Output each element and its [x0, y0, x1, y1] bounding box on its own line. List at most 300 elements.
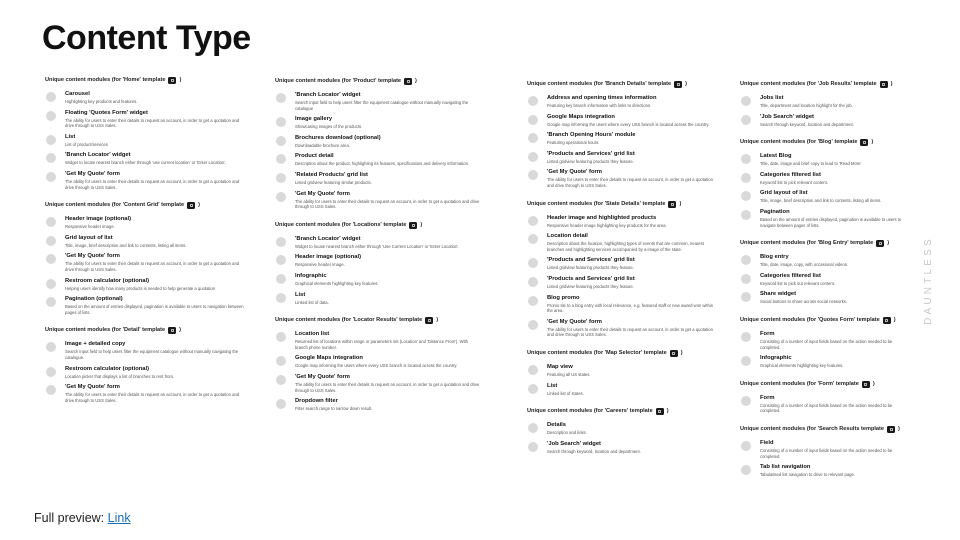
module-text	[547, 215, 717, 229]
module-name: 'Get My Quote' form	[295, 373, 350, 380]
module-item	[275, 292, 480, 306]
module-description: Search through keyword, location and department.	[547, 448, 641, 454]
template-badge-icon	[674, 81, 682, 88]
module-text	[547, 383, 717, 397]
heading-paren: )	[871, 139, 874, 146]
module-description: Description about the product, highlighting its features, specifications and delivery information.	[295, 161, 470, 167]
module-description: Consisting of a number of input fields based on the action needed to be completed.	[760, 338, 893, 350]
group-heading	[45, 326, 245, 335]
module-description: The ability for users to enter their details to request an account, in order to get a quotation and drive through to USS Sales.	[295, 198, 480, 210]
heading-paren: )	[679, 200, 682, 207]
bullet-circle-icon	[741, 274, 751, 284]
template-badge-icon	[656, 408, 664, 415]
group-heading-text: Unique content modules (for 'Locator Results' template	[275, 317, 423, 324]
module-text	[295, 153, 480, 167]
module-item	[527, 95, 717, 109]
heading-paren: )	[179, 327, 182, 334]
module-description: Search through keyword, location and department.	[760, 121, 854, 127]
bullet-circle-icon	[528, 442, 538, 452]
module-text	[547, 114, 717, 128]
module-description: Description and links.	[547, 430, 587, 436]
module-item	[45, 253, 245, 272]
module-description: Listed gridview featuring products they feature.	[547, 283, 634, 289]
group-heading-text: Unique content modules (for 'Quotes Form' template	[740, 316, 880, 323]
module-description: Featuring key branch information with links to directions.	[547, 103, 652, 108]
module-name: Product detail	[295, 153, 334, 160]
module-text	[760, 331, 910, 350]
module-item	[275, 254, 480, 268]
module-item	[740, 190, 910, 204]
bullet-circle-icon	[741, 441, 751, 451]
module-item	[45, 341, 245, 360]
group-heading-text: Unique content modules (for 'Content Grid' template	[45, 202, 185, 209]
module-description: Listed gridview featuring products they feature.	[547, 158, 634, 164]
module-item	[527, 383, 717, 397]
bullet-circle-icon	[528, 296, 538, 306]
template-badge-icon	[425, 317, 433, 324]
module-name: Header image (optional)	[295, 254, 362, 261]
bullet-circle-icon	[528, 384, 538, 394]
group-heading-text: Unique content modules (for 'Blog Entry' template	[740, 240, 874, 247]
module-description: Listed gridview featuring products they feature.	[547, 265, 634, 271]
bullet-circle-icon	[46, 236, 56, 246]
group-heading	[275, 77, 480, 86]
module-item	[45, 134, 245, 148]
bullet-circle-icon	[741, 332, 751, 342]
module-item	[740, 355, 910, 369]
module-item	[45, 384, 245, 403]
bullet-circle-icon	[46, 135, 56, 145]
module-description: The ability for users to enter their details to request an account, in order to get a quotation and drive through to USS Sales.	[295, 381, 480, 393]
module-text	[65, 253, 245, 272]
module-text	[295, 331, 480, 350]
module-description: The ability for users to enter their details to request an account, in order to get a quotation and drive through to USS Sales.	[65, 178, 240, 190]
module-name: List	[295, 291, 306, 298]
module-item	[275, 116, 480, 130]
template-group	[740, 316, 910, 369]
bullet-circle-icon	[46, 153, 56, 163]
module-description: Graphical elements highlighting key features.	[295, 280, 379, 286]
module-description: Widget to locate nearest branch either through 'use current location' or 'Enter Location'.	[65, 160, 227, 166]
module-item	[45, 110, 245, 129]
module-text	[65, 235, 245, 249]
module-item	[527, 295, 717, 314]
module-name: 'Branch Locator' widget	[65, 152, 131, 159]
module-name: 'Branch Locator' widget	[295, 235, 361, 242]
module-text	[65, 134, 245, 148]
module-description: Tabulatised list navigation to drive to relevant page.	[760, 472, 855, 478]
column-3	[527, 80, 717, 465]
bullet-circle-icon	[528, 115, 538, 125]
module-name: 'Products and Services' grid list	[547, 275, 635, 282]
module-item	[45, 91, 245, 105]
bullet-circle-icon	[528, 152, 538, 162]
brand-wordmark: DAUNTLESS	[922, 235, 934, 325]
footer-label: Full preview:	[34, 511, 108, 525]
bullet-circle-icon	[276, 293, 286, 303]
module-item	[740, 172, 910, 186]
bullet-circle-icon	[528, 133, 538, 143]
module-description: Title, image, brief description and link to contents, listing all items.	[760, 198, 882, 204]
module-name: List	[547, 382, 558, 389]
module-text	[547, 257, 717, 271]
group-heading	[740, 239, 910, 248]
bullet-circle-icon	[46, 172, 56, 182]
bullet-circle-icon	[46, 279, 56, 289]
bullet-circle-icon	[528, 96, 538, 106]
template-group	[45, 326, 245, 403]
template-badge-icon	[404, 78, 412, 85]
module-item	[275, 398, 480, 412]
module-item	[740, 153, 910, 167]
module-text	[547, 233, 717, 252]
module-description: Responsive header image.	[65, 224, 115, 230]
module-name: Share widget	[760, 291, 797, 298]
group-heading	[527, 407, 717, 416]
template-group	[527, 80, 717, 189]
module-text	[760, 273, 910, 287]
module-name: Form	[760, 394, 775, 401]
module-description: Title, department and location highlight for the job.	[760, 103, 853, 108]
bullet-circle-icon	[276, 332, 286, 342]
module-text	[65, 152, 245, 166]
module-name: Google Maps integration	[547, 113, 615, 120]
module-text	[65, 296, 245, 315]
module-name: 'Products and Services' grid list	[547, 257, 635, 264]
module-name: Restroom calculator (optional)	[65, 277, 150, 284]
bullet-circle-icon	[46, 385, 56, 395]
bullet-circle-icon	[46, 367, 56, 377]
module-name: Header image (optional)	[65, 216, 132, 223]
module-item	[527, 169, 717, 188]
module-text	[760, 440, 910, 459]
module-name: Jobs list	[760, 95, 784, 101]
module-name: Infographic	[760, 355, 792, 362]
template-group	[527, 349, 717, 396]
module-name: 'Get My Quote' form	[65, 253, 120, 260]
module-text	[295, 172, 480, 186]
template-badge-icon	[187, 202, 195, 209]
module-item	[45, 171, 245, 190]
template-group	[527, 200, 717, 338]
bullet-circle-icon	[46, 217, 56, 227]
module-text	[65, 91, 245, 105]
template-badge-icon	[168, 77, 176, 84]
module-text	[295, 398, 480, 412]
module-name: Grid layout of list	[65, 234, 113, 241]
module-text	[295, 191, 480, 210]
bullet-circle-icon	[46, 92, 56, 102]
bullet-circle-icon	[741, 115, 751, 125]
module-name: Image + detailed copy	[65, 341, 126, 348]
group-heading-text: Unique content modules (for 'Careers' template	[527, 408, 653, 415]
module-name: 'Job Search' widget	[547, 440, 601, 447]
module-item	[740, 464, 910, 478]
module-description: Title, image, brief description and link to contents, listing all items.	[65, 242, 187, 248]
module-text	[65, 341, 245, 360]
module-description: Based on the amount of entries displayed, pagination is available to users to navigate between pages of lists.	[760, 216, 902, 228]
group-heading-text: Unique content modules (for 'Search Results template	[740, 425, 884, 432]
group-heading	[45, 201, 245, 210]
bullet-circle-icon	[741, 191, 751, 201]
template-badge-icon	[168, 327, 176, 334]
template-badge-icon	[883, 317, 891, 324]
group-heading	[527, 349, 717, 358]
group-heading-text: Unique content modules (for 'Map Selector' template	[527, 349, 667, 356]
group-heading-text: Unique content modules (for 'Job Results' template	[740, 81, 877, 87]
group-heading	[740, 425, 910, 434]
module-item	[275, 153, 480, 167]
module-name: List	[65, 133, 76, 140]
module-name: 'Products and Services' grid list	[547, 150, 635, 157]
module-item	[275, 191, 480, 210]
bullet-circle-icon	[276, 375, 286, 385]
bullet-circle-icon	[741, 396, 751, 406]
module-name: 'Branch Opening Hours' module	[547, 132, 636, 139]
module-description: Helping users identify how many products is needed to help generate a quotation	[65, 285, 216, 291]
module-name: Field	[760, 439, 774, 446]
template-group	[740, 239, 910, 305]
module-item	[527, 364, 717, 378]
template-group	[740, 425, 910, 478]
brand-watermark	[918, 210, 938, 350]
module-item	[740, 114, 910, 128]
bullet-circle-icon	[276, 255, 286, 265]
bullet-circle-icon	[528, 365, 538, 375]
module-description: Google map informing the users where every USS branch is located across the country.	[547, 121, 710, 127]
group-heading-text: Unique content modules (for 'State Details' template	[527, 200, 666, 207]
bullet-circle-icon	[528, 277, 538, 287]
column-1	[45, 76, 245, 414]
group-heading	[740, 80, 910, 89]
module-text	[65, 216, 245, 230]
module-text	[547, 132, 717, 146]
module-item	[740, 209, 910, 228]
module-item	[740, 395, 910, 414]
bullet-circle-icon	[741, 292, 751, 302]
template-group	[740, 380, 910, 414]
module-name: Location list	[295, 331, 330, 338]
bullet-circle-icon	[741, 96, 751, 106]
module-description: Listed gridview featuring similar products.	[295, 179, 372, 185]
module-description: Highlighting key products and features.	[65, 99, 138, 104]
module-item	[527, 215, 717, 229]
module-item	[740, 254, 910, 268]
module-name: Header image and highlighted products	[547, 214, 657, 221]
module-name: 'Get My Quote' form	[65, 384, 120, 391]
module-text	[65, 278, 245, 292]
module-item	[275, 355, 480, 369]
module-description: Responsive header image.	[295, 262, 345, 268]
module-description: Description about the location, highlighting types of events that are common, nearest branches and highlighting services accompanied by a image of the state.	[547, 241, 704, 252]
template-badge-icon	[876, 240, 884, 247]
template-group	[275, 77, 480, 210]
bullet-circle-icon	[276, 192, 286, 202]
bullet-circle-icon	[528, 320, 538, 330]
module-text	[547, 169, 717, 188]
module-description: Keyword list to pick relevant content.	[760, 179, 828, 185]
module-text	[295, 374, 480, 393]
module-text	[760, 172, 910, 186]
module-name: Restroom calculator (optional)	[65, 365, 150, 372]
bullet-circle-icon	[276, 117, 286, 127]
module-item	[527, 114, 717, 128]
bullet-circle-icon	[276, 356, 286, 366]
module-text	[295, 273, 480, 287]
module-description: The ability for users to enter their details to request an account, in order to get a quotation and drive through to USS Sales.	[65, 392, 240, 403]
heading-paren: )	[420, 221, 423, 228]
module-description: The ability for users to enter their details to request an account, in order to get a quotation and drive through to USS Sales.	[547, 177, 713, 188]
bullet-circle-icon	[276, 173, 286, 183]
module-description: Graphical elements highlighting key features.	[760, 363, 844, 369]
template-badge-icon	[880, 81, 888, 88]
heading-paren: )	[666, 408, 669, 415]
module-name: 'Get My Quote' form	[547, 169, 602, 176]
module-text	[65, 384, 245, 403]
bullet-circle-icon	[46, 111, 56, 121]
module-description: Showcasing images of the products.	[295, 124, 363, 130]
module-text	[295, 92, 480, 111]
module-description: Google map informing the users where every USS branch is located across the country.	[295, 363, 458, 369]
module-name: Dropdown filter	[295, 398, 338, 405]
heading-paren: )	[685, 81, 687, 87]
module-name: Image gallery	[295, 116, 333, 123]
module-name: 'Get My Quote' form	[547, 318, 602, 325]
module-item	[527, 319, 717, 338]
module-description: Search input field to help users filter the equipment catalogue without manually navigating the catalogue	[295, 100, 469, 111]
module-text	[760, 355, 910, 369]
module-text	[547, 364, 717, 378]
module-description: The ability for users to enter their details to request an account, in order to get a quotation and drive through to USS Sales.	[65, 261, 240, 272]
module-item	[740, 331, 910, 350]
module-text	[760, 190, 910, 204]
module-text	[760, 153, 910, 167]
module-description: Linked list of data.	[295, 299, 329, 305]
module-text	[295, 135, 480, 149]
bullet-circle-icon	[528, 234, 538, 244]
module-name: Categories filtered list	[760, 272, 821, 279]
module-description: Featuring all US states.	[547, 371, 591, 377]
module-text	[760, 95, 910, 109]
group-heading	[275, 316, 480, 325]
module-name: Grid layout of list	[760, 190, 808, 197]
module-text	[547, 319, 717, 338]
module-description: Search input field to help users filter the equipment catalogue without manually navigating the catalogue.	[65, 349, 239, 360]
template-group	[740, 138, 910, 228]
module-description: Filter search range to narrow down result.	[295, 406, 373, 412]
template-group	[45, 201, 245, 315]
bullet-circle-icon	[276, 93, 286, 103]
template-group	[275, 316, 480, 412]
module-name: Pagination	[760, 208, 790, 215]
module-text	[65, 366, 245, 380]
bullet-circle-icon	[276, 399, 286, 409]
module-text	[760, 209, 910, 228]
heading-paren: )	[890, 81, 893, 87]
module-text	[65, 171, 245, 190]
group-heading-text: Unique content modules (for 'Blog' template	[740, 139, 858, 146]
bullet-circle-icon	[46, 342, 56, 352]
module-name: 'Get My Quote' form	[295, 190, 350, 197]
heading-paren: )	[887, 240, 890, 247]
module-item	[45, 235, 245, 249]
module-description: Responsive header image highlighting key products for the area.	[547, 222, 667, 228]
group-heading-text: Unique content modules (for 'Branch Details' template	[527, 81, 672, 87]
group-heading-text: Unique content modules (for 'Form' template	[740, 380, 859, 387]
module-text	[295, 292, 480, 306]
full-preview-link[interactable]: Link	[107, 511, 131, 525]
module-name: Carousel	[65, 91, 90, 97]
module-text	[65, 110, 245, 129]
template-badge-icon	[409, 222, 417, 229]
module-description: Title, date, image and brief copy to lead to 'Read More'.	[760, 161, 863, 167]
module-text	[760, 291, 910, 305]
template-badge-icon	[887, 426, 895, 433]
module-name: Map view	[547, 363, 573, 370]
template-badge-icon	[860, 139, 868, 146]
module-item	[45, 278, 245, 292]
module-name: Blog promo	[547, 294, 580, 301]
module-item	[527, 276, 717, 290]
module-item	[275, 273, 480, 287]
bullet-circle-icon	[741, 255, 751, 265]
column-2	[275, 77, 480, 423]
module-item	[275, 172, 480, 186]
module-text	[547, 151, 717, 165]
module-item	[45, 296, 245, 315]
module-text	[295, 236, 480, 250]
module-description: Title, date, image, copy, with occasional videos.	[760, 262, 848, 268]
heading-paren: )	[893, 316, 896, 323]
template-badge-icon	[670, 350, 678, 357]
heading-paren: )	[179, 77, 182, 83]
module-name: Tab list navigation	[760, 464, 811, 471]
group-heading-text: Unique content modules (for 'Product' template	[275, 78, 402, 84]
module-name: 'Branch Locator' widget	[295, 92, 361, 98]
module-item	[740, 440, 910, 459]
group-heading	[45, 76, 245, 85]
module-description: Keyword list to pick out relevant content.	[760, 280, 835, 286]
group-heading-text: Unique content modules (for 'Home' template	[45, 77, 166, 83]
group-heading	[527, 200, 717, 209]
module-name: Infographic	[295, 272, 327, 279]
module-text	[295, 355, 480, 369]
module-text	[547, 295, 717, 314]
module-text	[547, 441, 717, 455]
heading-paren: )	[898, 425, 900, 432]
heading-paren: )	[415, 78, 417, 84]
module-item	[45, 366, 245, 380]
module-text	[760, 395, 910, 414]
module-name: Categories filtered list	[760, 171, 821, 178]
module-description: Consisting of a number of input fields based on the action needed to be completed.	[760, 447, 893, 459]
bullet-circle-icon	[528, 216, 538, 226]
module-item	[527, 233, 717, 252]
bullet-circle-icon	[276, 136, 286, 146]
page-title: Content Type	[42, 19, 251, 57]
module-text	[760, 114, 910, 128]
module-text	[547, 422, 717, 436]
module-item	[527, 132, 717, 146]
module-description: Widget to locate nearest branch either through 'Use Current Location' or 'Enter Location'.	[295, 243, 460, 249]
bullet-circle-icon	[276, 154, 286, 164]
module-name: Location detail	[547, 233, 588, 240]
heading-paren: )	[198, 202, 200, 209]
bullet-circle-icon	[46, 297, 56, 307]
group-heading-text: Unique content modules (for 'Detail' template	[45, 327, 166, 334]
module-name: Pagination (optional)	[65, 296, 123, 303]
module-description: Returned list of locations within range or parameters set (Location' and 'Distance From'). With branch phone number.	[295, 339, 468, 350]
